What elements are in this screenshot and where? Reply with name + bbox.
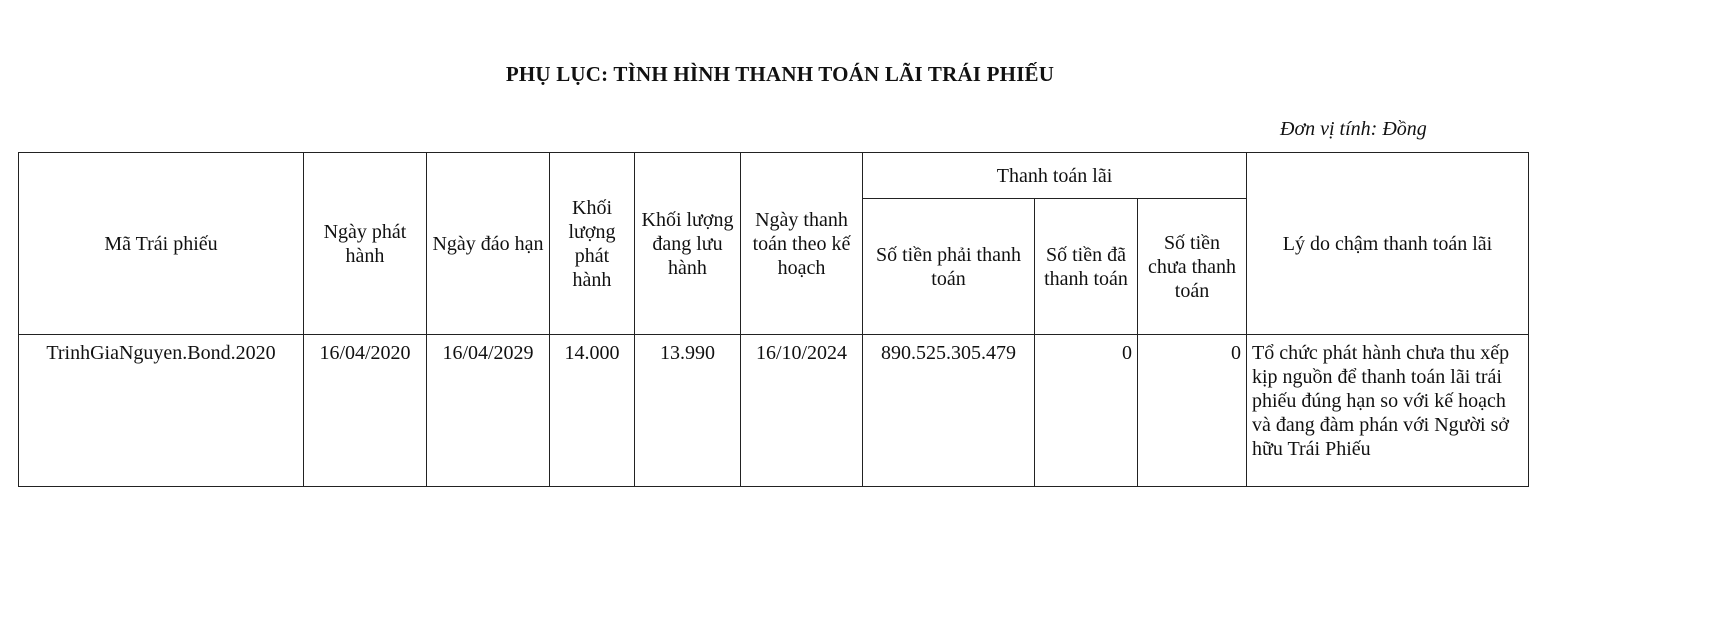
- cell-amount-due: 890.525.305.479: [863, 335, 1035, 487]
- page-title: PHỤ LỤC: TÌNH HÌNH THANH TOÁN LÃI TRÁI PHIẾU: [505, 62, 1055, 86]
- header-amount-paid: Số tiền đã thanh toán: [1035, 199, 1138, 335]
- cell-amount-paid: 0: [1035, 335, 1138, 487]
- header-outstanding-volume: Khối lượng đang lưu hành: [635, 153, 741, 335]
- bond-interest-table: [18, 152, 1529, 487]
- cell-issued-volume: 14.000: [550, 335, 635, 487]
- header-issued-volume: Khối lượng phát hành: [550, 153, 635, 335]
- header-maturity-date: Ngày đáo hạn: [427, 153, 550, 335]
- cell-issue-date: 16/04/2020: [304, 335, 427, 487]
- cell-bond-code: TrinhGiaNguyen.Bond.2020: [19, 335, 304, 487]
- cell-maturity-date: 16/04/2029: [427, 335, 550, 487]
- header-bond-code: Mã Trái phiếu: [19, 153, 304, 335]
- table-row: [19, 335, 1529, 487]
- header-delay-reason: Lý do chậm thanh toán lãi: [1247, 153, 1529, 335]
- cell-outstanding-volume: 13.990: [635, 335, 741, 487]
- cell-delay-reason: Tổ chức phát hành chưa thu xếp kịp nguồn để thanh toán lãi trái phiếu đúng hạn so với kế hoạch và đang đàm phán với Người sở hữu Trái Phiếu: [1247, 335, 1529, 487]
- cell-planned-payment-date: 16/10/2024: [741, 335, 863, 487]
- cell-amount-unpaid: 0: [1138, 335, 1247, 487]
- header-issue-date: Ngày phát hành: [304, 153, 427, 335]
- header-amount-unpaid: Số tiền chưa thanh toán: [1138, 199, 1247, 335]
- header-interest-payment: Thanh toán lãi: [863, 153, 1247, 199]
- currency-unit: Đơn vị tính: Đồng: [1280, 118, 1427, 140]
- header-planned-payment-date: Ngày thanh toán theo kế hoạch: [741, 153, 863, 335]
- header-amount-due: Số tiền phải thanh toán: [863, 199, 1035, 335]
